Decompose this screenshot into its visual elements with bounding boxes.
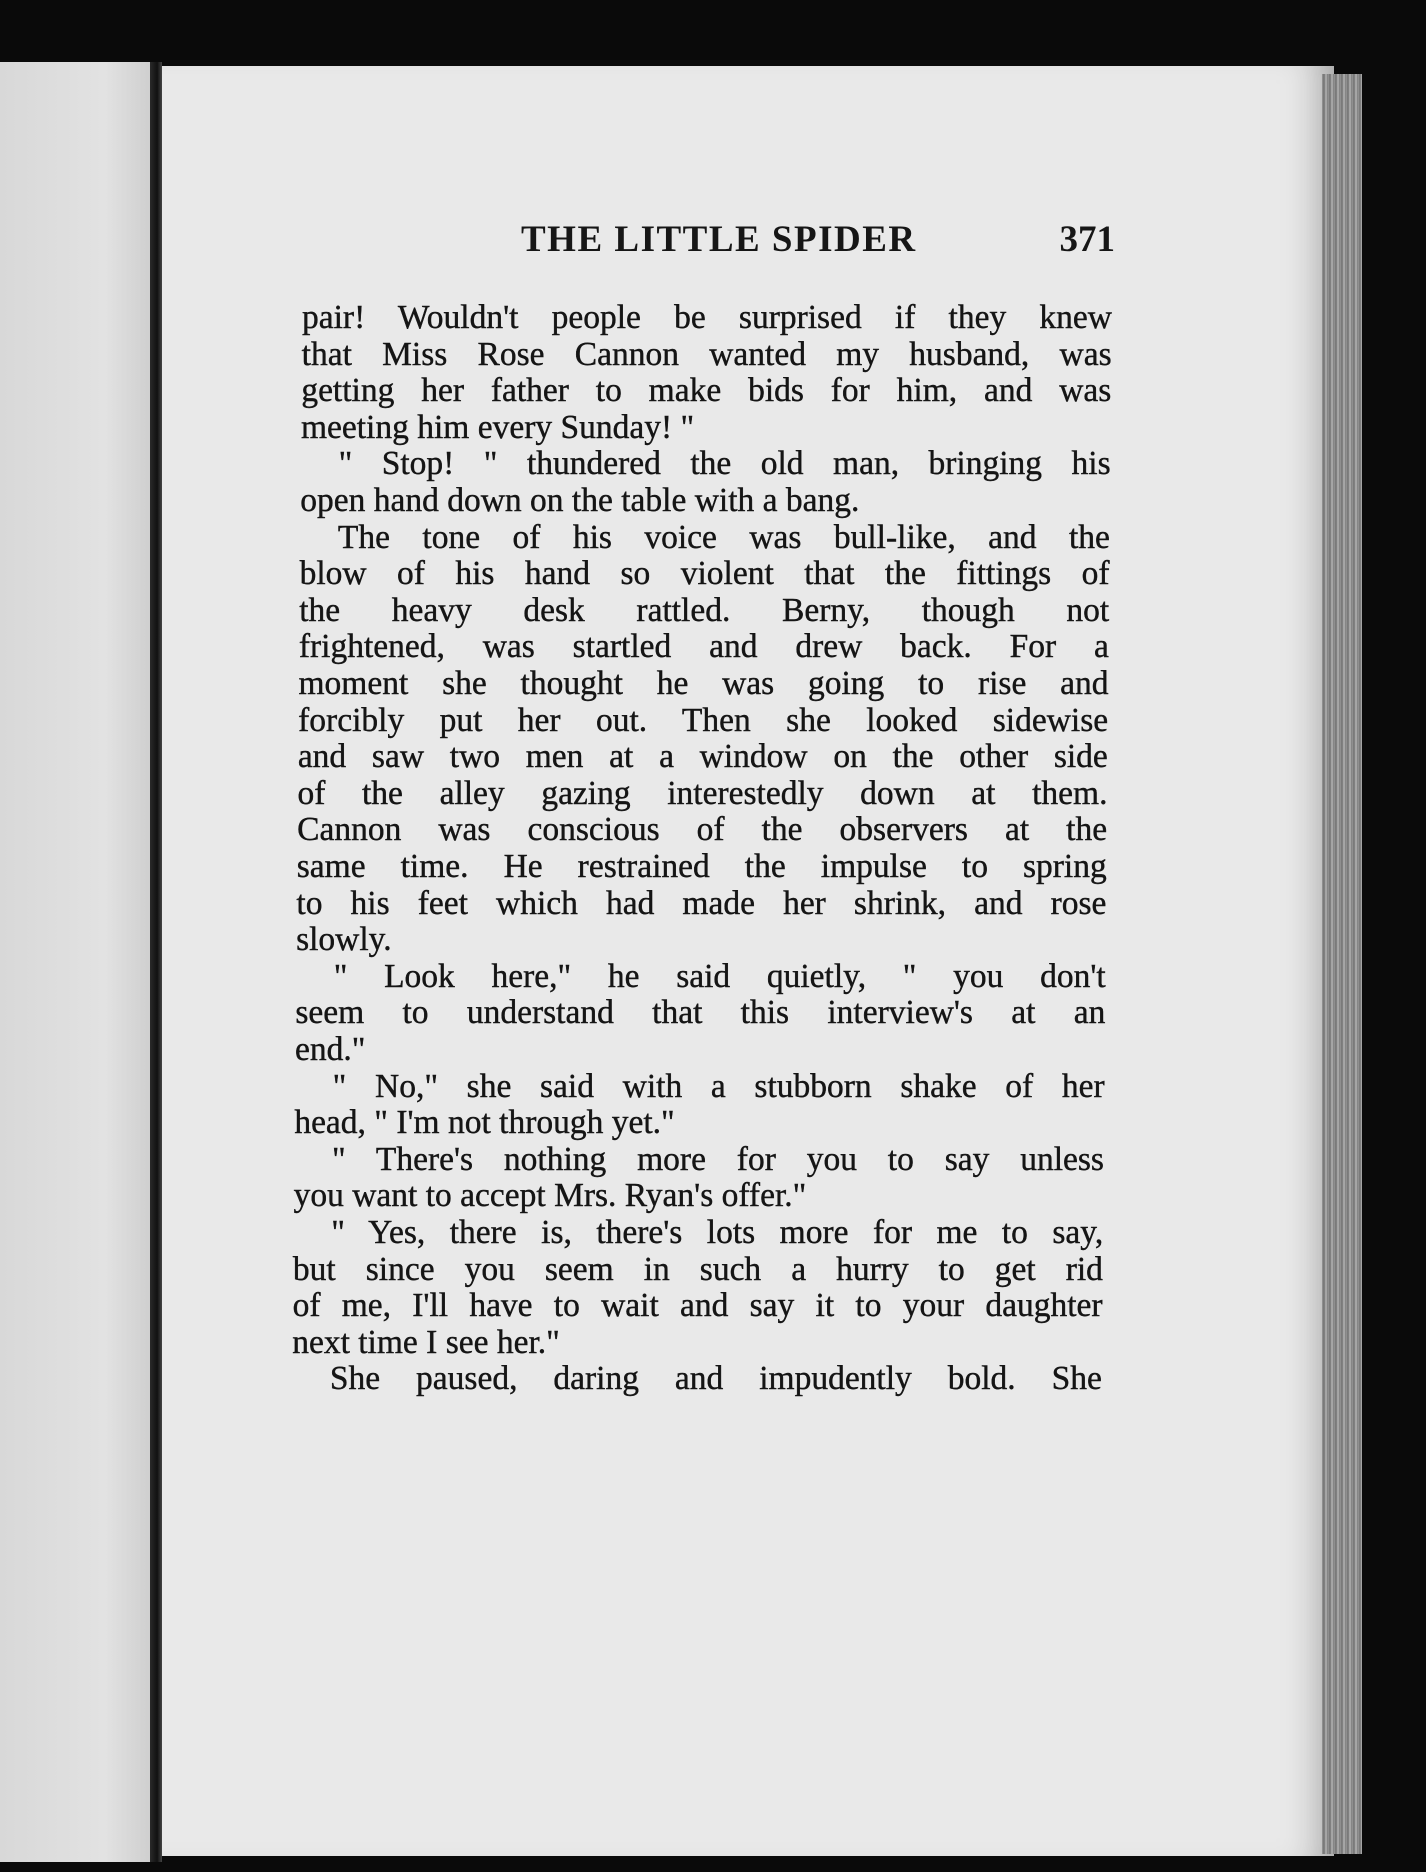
text-line: same time. He restrained the impulse to spring: [296, 848, 1107, 885]
text-line: " No," she said with a stubborn shake of her: [332, 1067, 1105, 1105]
text-line: slowly.: [296, 921, 392, 959]
text-line: frightened, was startled and drew back. For a: [298, 628, 1109, 666]
text-line: getting her father to make bids for him, and was: [301, 372, 1112, 410]
text-line: She paused, daring and impudently bold. She: [329, 1360, 1102, 1398]
text-line: and saw two men at a window on the other side: [297, 738, 1108, 776]
text-line: meeting him every Sunday! ": [300, 408, 695, 446]
left-page-edge: [0, 62, 150, 1862]
text-line: Cannon was conscious of the observers at the: [297, 811, 1108, 849]
text-line: " Look here," he said quietly, " you don't: [333, 957, 1106, 995]
text-line: moment she thought he was going to rise and: [298, 665, 1109, 702]
text-line: that Miss Rose Cannon wanted my husband, was: [301, 335, 1112, 373]
text-line: to his feet which had made her shrink, and rose: [296, 884, 1107, 922]
text-line: forcibly put her out. Then she looked sidewise: [298, 701, 1109, 739]
text-line: The tone of his voice was bull-like, and the: [337, 518, 1110, 556]
text-line: but since you seem in such a hurry to get rid: [292, 1250, 1103, 1288]
text-line: next time I see her.": [292, 1323, 560, 1361]
text-line: " Stop! " thundered the old man, bringing his: [338, 445, 1111, 483]
text-line: the heavy desk rattled. Berny, though not: [299, 591, 1110, 629]
text-line: end.": [295, 1031, 366, 1068]
text-line: open hand down on the table with a bang.: [300, 482, 860, 519]
text-line: seem to understand that this interview's at an: [295, 994, 1106, 1032]
text-line: pair! Wouldn't people be surprised if they knew: [302, 299, 1112, 336]
body-text: [292, 296, 1112, 1616]
page-stack-edge: [1322, 74, 1362, 1854]
running-head: [521, 218, 1121, 268]
text-line: head, " I'm not through yet.": [294, 1104, 675, 1142]
text-line: " Yes, there is, there's lots more for me to say,: [331, 1214, 1104, 1251]
text-line: " There's nothing more for you to say unless: [331, 1140, 1104, 1178]
running-title: THE LITTLE SPIDER: [521, 219, 917, 260]
page-number: 371: [1059, 219, 1115, 260]
text-line: of me, I'll have to wait and say it to your daughter: [292, 1287, 1103, 1325]
text-line: of the alley gazing interestedly down at them.: [297, 774, 1108, 812]
text-line: blow of his hand so violent that the fittings of: [299, 555, 1110, 593]
book-gutter: [150, 62, 162, 1862]
text-line: you want to accept Mrs. Ryan's offer.": [293, 1177, 807, 1215]
